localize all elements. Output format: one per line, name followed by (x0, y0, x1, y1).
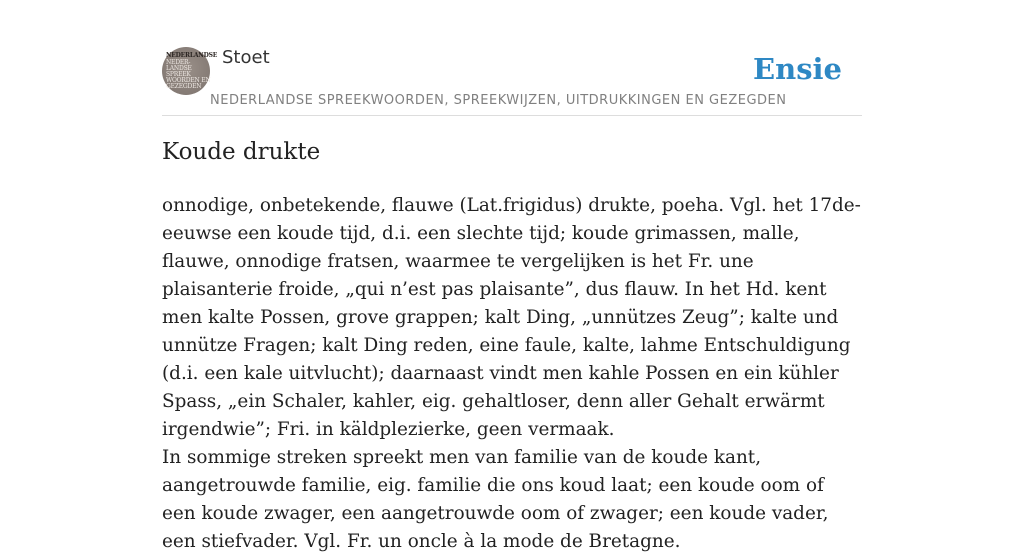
header-divider (162, 115, 862, 116)
entry-paragraph: In sommige streken spreekt men van familie van de koude kant, aangetrouwde familie, eig. familie die ons koud laat; een koude oom of een koude zwager, een aangetrouwde oom of zwager; een koude vader, een stiefvader. Vgl. Fr. un oncle à la mode de Bretagne. (162, 447, 829, 552)
entry-title: Koude drukte (162, 139, 321, 165)
ensie-logo-link[interactable]: Ensie (753, 52, 842, 86)
entry-body (162, 192, 862, 556)
avatar-text: LANDSE (166, 65, 192, 72)
avatar-text: NEDERLANDSE (166, 52, 218, 59)
avatar-text: NEDER- (166, 59, 191, 66)
avatar-text: WOORDEN EN (166, 77, 211, 84)
author-avatar[interactable] (162, 47, 218, 95)
avatar-text: SPREEK (166, 71, 191, 78)
source-subtitle-link[interactable]: NEDERLANDSE SPREEKWOORDEN, SPREEKWIJZEN, UITDRUKKINGEN EN GEZEGDEN (210, 93, 787, 108)
avatar-text: GEZEGDEN (166, 83, 202, 90)
page (162, 0, 862, 552)
author-name-link[interactable]: Stoet (222, 47, 270, 68)
entry-paragraph: onnodige, onbetekende, flauwe (Lat.frigidus) drukte, poeha. Vgl. het 17de-eeuwse een koude tijd, d.i. een slechte tijd; koude grimassen, malle, flauwe, onnodige fratsen, waarmee te vergelijken is het Fr. une plaisanterie froide, „qui n’est pas plaisante”, dus flauw. In het Hd. kent men kalte Possen, grove grappen; kalt Ding, „unnützes Zeug”; kalte und unnütze Fragen; kalt Ding reden, eine faule, kalte, lahme Entschuldigung (d.i. een kale uitvlucht); daarnaast vindt men kahle Possen en ein kühler Spass, „ein Schaler, kahler, eig. gehaltloser, denn aller Gehalt erwärmt irgendwie”; Fri. in käldplezierke, geen vermaak. (162, 195, 861, 440)
